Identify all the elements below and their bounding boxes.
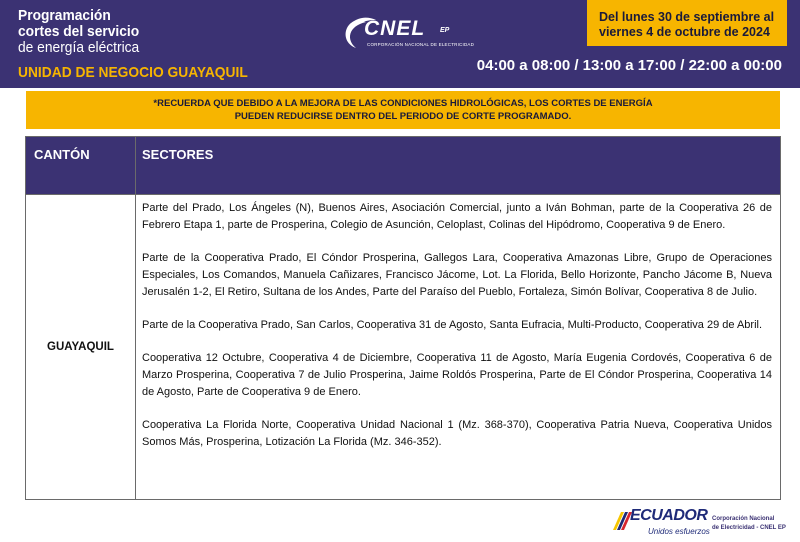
- title-line-3: de energía eléctrica: [18, 39, 140, 56]
- cnel-logo-subtitle: CORPORACIÓN NACIONAL DE ELECTRICIDAD: [367, 42, 475, 47]
- date-range-box: [587, 0, 787, 46]
- page-title: [18, 8, 139, 56]
- sector-paragraph: Parte de la Cooperativa Prado, El Cóndor Prosperina, Gallegos Lara, Cooperativa Amazonas Libre, Grupo de Operaciones Especiales, Los Comandos, Manuela Cañizares, Francisco Jácome, Lot. La Florida, Bello Horizonte, Pancho Jácome B, Nueva Jerusalén 1-2, El Retiro, Sultana de los Andes, Parte del Paraíso del Pueblo, Fortaleza, Simón Bolívar, Cooperativa 8 de Julio.: [142, 252, 772, 298]
- column-divider: [135, 137, 136, 499]
- sector-paragraph: Cooperativa 12 Octubre, Cooperativa 4 de Diciembre, Cooperativa 11 de Agosto, María Eugenia Cordovés, Cooperativa 6 de Marzo Prosperina, Cooperativa 7 de Julio Prosperina, Jaime Roldós Prosperina, Parte de El Cóndor Prosperina, Cooperativa 14 de Agosto, Parte de Cooperativa 9 de Enero.: [142, 352, 772, 398]
- title-line-2: cortes del servicio: [18, 23, 140, 40]
- outage-table: [25, 136, 781, 500]
- sectors-cell: [142, 195, 772, 451]
- footer-corp-line-1: Corporación Nacional: [712, 516, 775, 522]
- sector-paragraph: Cooperativa La Florida Norte, Cooperativa Unidad Nacional 1 (Mz. 368-370), Cooperativa Patria Nueva, Cooperativa Unidos Somos Más, Prosperina, Lotización La Florida (Mz. 346-352).: [142, 419, 772, 448]
- column-header-sectores: SECTORES: [142, 147, 214, 162]
- sector-paragraph: Parte de la Cooperativa Prado, San Carlos, Cooperativa 31 de Agosto, Santa Eufracia, Multi-Producto, Cooperativa 29 de Abril.: [142, 319, 763, 331]
- notice-line-2: PUEDEN REDUCIRSE DENTRO DEL PERIODO DE CORTE PROGRAMADO.: [234, 111, 572, 122]
- ecuador-slogan: Unidos esfuerzos: [648, 527, 710, 536]
- business-unit-label: UNIDAD DE NEGOCIO GUAYAQUIL: [18, 64, 248, 81]
- date-line-2: viernes 4 de octubre de 2024: [599, 25, 770, 39]
- cnel-logo-suffix: EP: [440, 27, 450, 34]
- notice-line-1: *RECUERDA QUE DEBIDO A LA MEJORA DE LAS CONDICIONES HIDROLÓGICAS, LOS CORTES DE ENERGÍA: [153, 98, 653, 109]
- date-line-1: Del lunes 30 de septiembre al: [599, 10, 775, 24]
- canton-cell: GUAYAQUIL: [47, 341, 114, 353]
- notice-banner: [26, 91, 780, 129]
- title-line-1: Programación: [18, 7, 111, 24]
- sector-paragraph: Parte del Prado, Los Ángeles (N), Buenos Aires, Asociación Comercial, junto a Iván Bohman, parte de la Cooperativa 26 de Febrero Etapa 1, parte de Prosperina, Colegio de Asunción, Celoplast, Colinas del Hipódromo, Cooperativa 9 de Enero.: [142, 202, 772, 231]
- column-header-canton: CANTÓN: [34, 147, 90, 162]
- table-header-row: [26, 137, 780, 194]
- footer-corp-line-2: de Electricidad - CNEL EP: [712, 525, 786, 531]
- cnel-logo-text: CNEL: [364, 17, 426, 40]
- ecuador-logo-text: ECUADOR: [630, 507, 708, 524]
- footer-corporation: [712, 515, 786, 533]
- schedule-hours: 04:00 a 08:00 / 13:00 a 17:00 / 22:00 a 00:00: [476, 57, 782, 74]
